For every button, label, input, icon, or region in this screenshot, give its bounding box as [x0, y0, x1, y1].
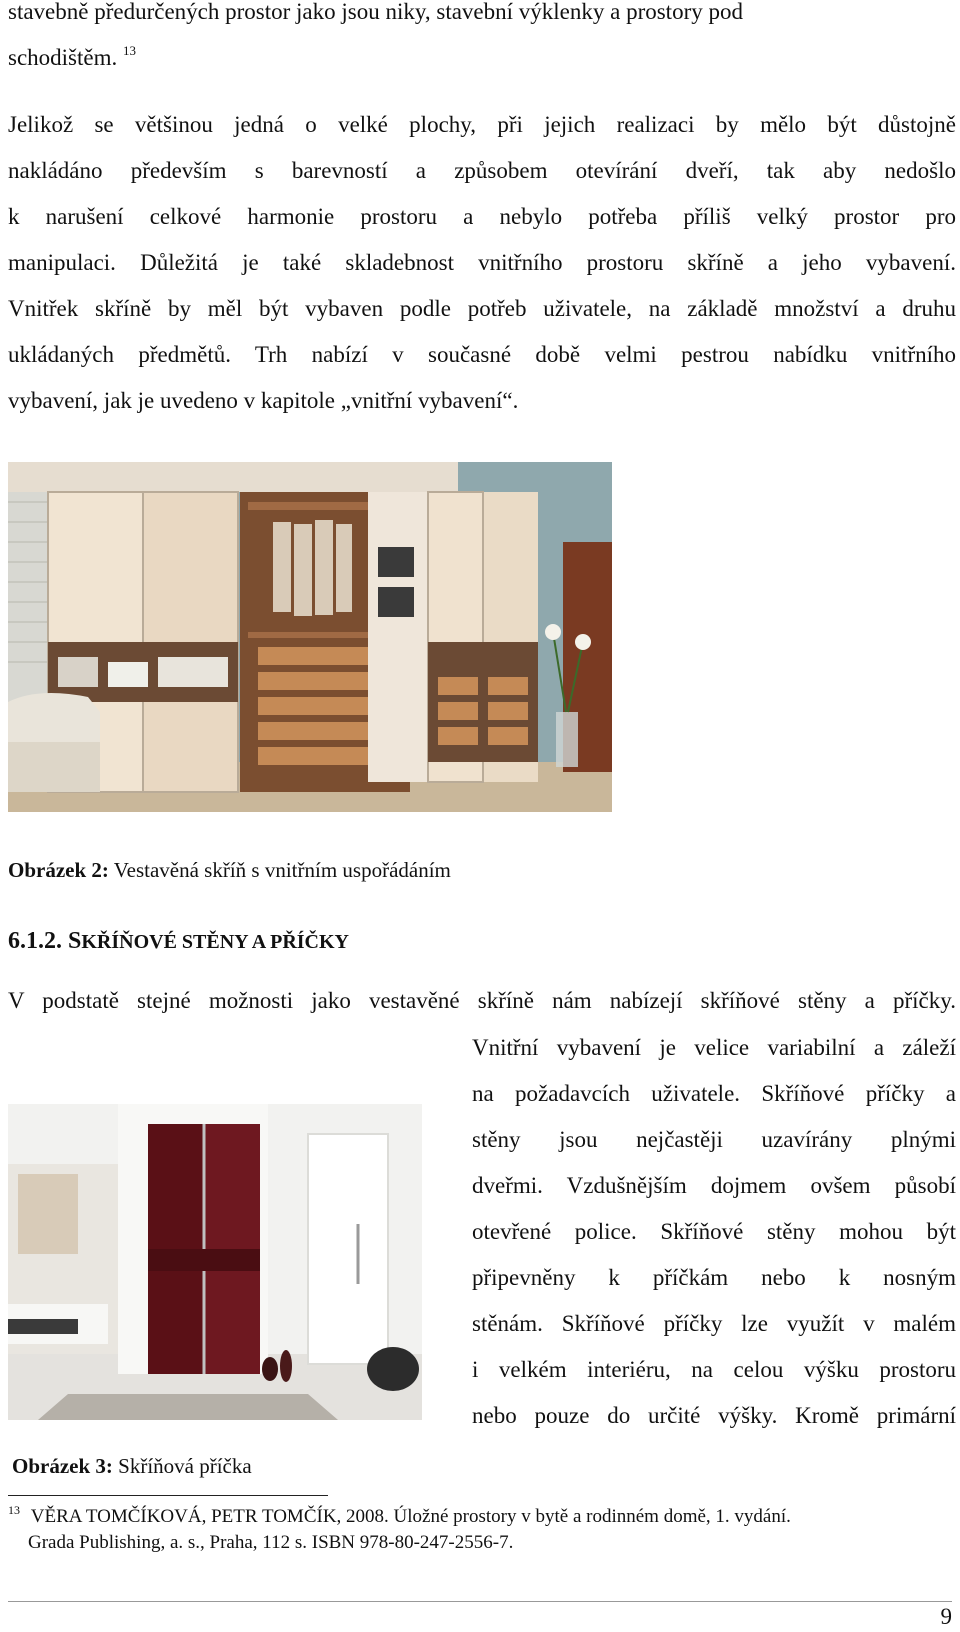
figure-2-text: Vestavěná skříň s vnitřním uspořádáním — [113, 858, 451, 882]
paragraph-1-line: ukládaných předmětů. Trh nabízí v současné době velmi pestrou nabídku vnitřního — [8, 342, 956, 367]
paragraph-2-first-line: V podstatě stejné možnosti jako vestavěné skříně nám nabízejí skříňové stěny a příčky. — [8, 988, 956, 1013]
page-number: 9 — [940, 1604, 952, 1629]
section-title-rest: KŘÍŇOVÉ STĚNY A PŘÍČKY — [81, 931, 349, 953]
paragraph-1 — [8, 102, 956, 424]
footnote-separator — [8, 1495, 328, 1496]
paragraph-2-line: dveřmi. Vzdušnějším dojmem ovšem působí — [472, 1173, 956, 1198]
section-number: 6.1.2. — [8, 928, 62, 954]
figure-3-text: Skříňová příčka — [118, 1454, 252, 1478]
paragraph-2-wrapped — [472, 1025, 956, 1439]
figure-3-caption — [12, 1452, 252, 1480]
figure-2-label: Obrázek 2: — [8, 858, 109, 882]
paragraph-1-line: k narušení celkové harmonie prostoru a nebylo potřeba příliš velký prostor pro — [8, 204, 956, 229]
section-title-first-letter: S — [68, 928, 82, 954]
paragraph-2-line: i velkém interiéru, na celou výšku prostoru — [472, 1357, 956, 1382]
footnote-reference[interactable]: 13 — [123, 43, 136, 58]
paragraph-2-line: stěny jsou nejčastěji uzavírány plnými — [472, 1127, 956, 1152]
figure-2-image — [8, 462, 612, 812]
paragraph-1-line: vybavení, jak je uvedeno v kapitole „vnitřní vybavení“. — [8, 388, 519, 413]
section-heading — [8, 928, 349, 955]
paragraph-2-line: Vnitřní vybavení je velice variabilní a záleží — [472, 1035, 956, 1060]
footnote-line-2: Grada Publishing, a. s., Praha, 112 s. ISBN 978-80-247-2556-7. — [28, 1532, 514, 1553]
figure-3-image — [8, 1104, 422, 1420]
figure-2-caption — [8, 856, 451, 884]
paragraph-1-line: nakládáno především s barevností a způsobem otevírání dveří, tak aby nedošlo — [8, 158, 956, 183]
paragraph-2-line: stěnám. Skříňové příčky lze využít v malém — [472, 1311, 956, 1336]
paragraph-1-line: Vnitřek skříně by měl být vybaven podle potřeb uživatele, na základě množství a druhu — [8, 296, 956, 321]
intro-line-1: stavebně předurčených prostor jako jsou niky, stavební výklenky a prostory pod — [8, 0, 743, 24]
intro-line-2-text: schodištěm. — [8, 45, 118, 70]
footnote-line-1: VĚRA TOMČÍKOVÁ, PETR TOMČÍK, 2008. Úložné prostory v bytě a rodinném domě, 1. vydání. — [30, 1506, 791, 1527]
paragraph-2-line: připevněny k příčkám nebo k nosným — [472, 1265, 956, 1290]
footnote-number: 13 — [8, 1503, 20, 1517]
intro-line-2 — [8, 35, 956, 81]
paragraph-2-line: otevřené police. Skříňové stěny mohou být — [472, 1219, 956, 1244]
paragraph-2-line: na požadavcích uživatele. Skříňové příčky a — [472, 1081, 956, 1106]
paragraph-1-line: Jelikož se většinou jedná o velké plochy, při jejich realizaci by mělo být důstojně — [8, 112, 956, 137]
paragraph-1-line: manipulaci. Důležitá je také skladebnost vnitřního prostoru skříně a jeho vybavení. — [8, 250, 956, 275]
paragraph-2-line: nebo pouze do určité výšky. Kromě primární — [472, 1403, 956, 1428]
footnote — [8, 1504, 948, 1556]
page-footer-rule — [8, 1601, 952, 1602]
figure-3-label: Obrázek 3: — [12, 1454, 113, 1478]
